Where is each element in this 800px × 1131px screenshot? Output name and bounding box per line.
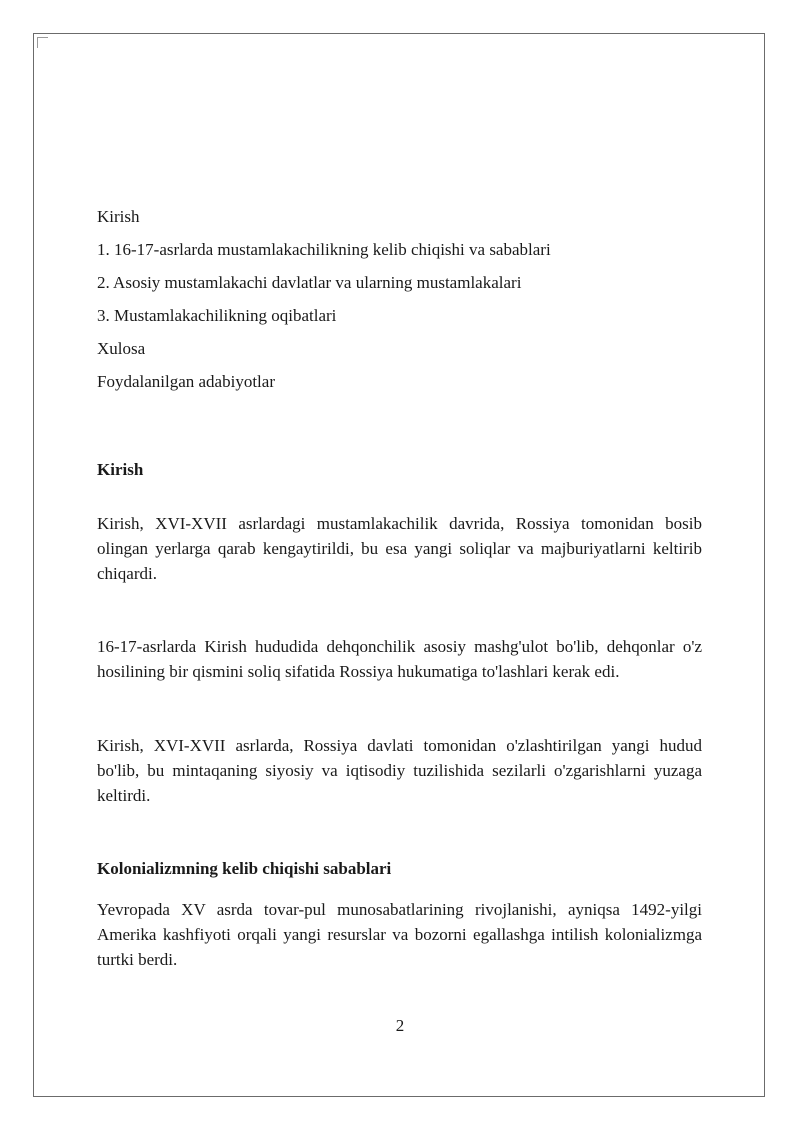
section-heading-introduction: Kirish — [97, 460, 144, 479]
paragraph: Yevropada XV asrda tovar-pul munosabatlarining rivojlanishi, ayniqsa 1492-yilgi Amerika kashfiyoti orqali yangi resurslar va bozorni egallashga intilish kolonializmga turtki berdi. — [97, 900, 702, 969]
toc-item-chapter-3: 3. Mustamlakachilikning oqibatlari — [97, 306, 337, 325]
toc-item-references: Foydalanilgan adabiyotlar — [97, 372, 275, 391]
paragraph: Kirish, XVI-XVII asrlardagi mustamlakachilik davrida, Rossiya tomonidan bosib olingan yerlarga qarab kengaytirildi, bu esa yangi soliqlar va majburiyatlarni keltirib chiqardi. — [97, 514, 702, 583]
page-number: 2 — [395, 1016, 405, 1035]
toc-item-conclusion: Xulosa — [97, 339, 146, 358]
toc-item-chapter-1: 1. 16-17-asrlarda mustamlakachilikning kelib chiqishi va sabablari — [97, 240, 551, 259]
section-heading-colonialism-causes: Kolonializmning kelib chiqishi sabablari — [97, 859, 392, 878]
toc-item-introduction: Kirish — [97, 207, 140, 226]
paragraph: 16-17-asrlarda Kirish hududida dehqonchilik asosiy mashg'ulot bo'lib, dehqonlar o'z hosilining bir qismini soliq sifatida Rossiya hukumatiga to'lashlari kerak edi. — [97, 637, 702, 681]
paragraph: Kirish, XVI-XVII asrlarda, Rossiya davlati tomonidan o'zlashtirilgan yangi hudud bo'lib, bu mintaqaning siyosiy va iqtisodiy tuzilishida sezilarli o'zgarishlarni yuzaga keltirdi. — [97, 736, 702, 805]
table-of-contents — [97, 200, 702, 398]
toc-item-chapter-2: 2. Asosiy mustamlakachi davlatlar va ularning mustamlakalari — [97, 273, 522, 292]
corner-mark — [37, 37, 48, 48]
